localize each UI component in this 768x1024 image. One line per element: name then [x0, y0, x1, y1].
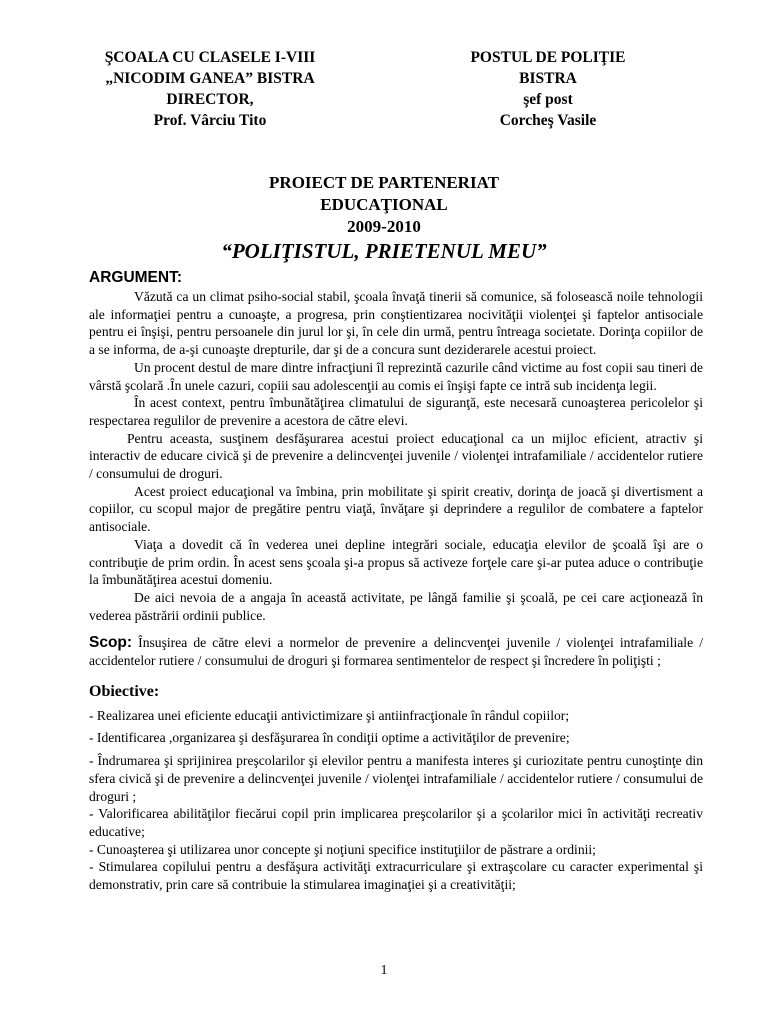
project-title [0, 172, 768, 264]
school-director-name: Prof. Vârciu Tito [153, 112, 267, 129]
school-director-title: DIRECTOR, [166, 91, 254, 108]
school-header [60, 47, 360, 131]
police-chief-name: Corcheş Vasile [499, 112, 597, 129]
school-name-line: „NICODIM GANEA” BISTRA [105, 70, 315, 87]
document-body [89, 268, 703, 894]
police-station-line: POSTUL DE POLIŢIE [470, 49, 626, 66]
project-motto: “POLIŢISTUL, PRIETENUL MEU” [221, 239, 547, 263]
objectives-heading: Obiective: [89, 682, 160, 700]
argument-paragraph: Văzută ca un climat psiho-social stabil, şcoala învaţă tinerii să comunice, să folosească noile tehnologii ale informaţiei pentru a cunoaşte, a progresa, prin conştientizarea nocivităţii violenţei şi faptelor antisociale pentru ei înşişi, pentru persoanele din jurul lor şi, în cele din urmă, pentru întreaga societate. Dorinţa copiilor de a se informa, de a-şi cunoaşte drepturile, dar şi de a concura sunt deziderarele acestui proiect. [89, 289, 703, 358]
objective-item: - Cunoaşterea şi utilizarea unor concepte şi noţiuni specifice instituţiilor de păstrare a ordinii; [89, 841, 596, 857]
argument-paragraph: Acest proiect educaţional va îmbina, prin mobilitate şi spirit creativ, dorinţa de joacă şi divertisment a copiilor, cu scopul major de pregătire pentru viaţă, învăţare şi deprindere a regulilor de combatere a faptelor antisociale. [89, 483, 703, 535]
argument-paragraph: Viaţa a dovedit că în vederea unei depline integrări sociale, educaţia elevilor de şcoală îşi are o contribuţie de prim ordin. În acest sens şcoala şi-a propus să activeze forţele care şi-ar putea aduce o contribuţie la îmbunătăţirea acestui domeniu. [89, 536, 703, 588]
argument-paragraph: Un procent destul de mare dintre infracţiuni îl reprezintă cazurile când victime au fost copii sau tineri de vârstă şcolară .În unele cazuri, copiii sau adolescenţii au comis ei înşişi fapte ce intră sub incidenţa legii. [89, 359, 703, 393]
page-number: 1 [380, 962, 388, 977]
project-year: 2009-2010 [347, 217, 421, 236]
objective-item: - Realizarea unei eficiente educaţii antivictimizare şi antiinfracţionale în rândul copiilor; [89, 707, 570, 723]
police-header [398, 47, 698, 131]
title-line: PROIECT DE PARTENERIAT [269, 173, 499, 192]
argument-paragraph: În acest context, pentru îmbunătăţirea climatului de siguranţă, este necesară cunoaşterea pericolelor şi respectarea regulilor de prevenire a acestora de către elevi. [89, 395, 703, 428]
objective-item: - Valorificarea abilităţilor fiecărui copil prin implicarea preşcolarilor şi a şcolarilor mici în activităţi recreativ educative; [89, 806, 703, 839]
title-line: EDUCAŢIONAL [320, 195, 448, 214]
police-station-line: BISTRA [519, 70, 577, 87]
scope-section [89, 634, 703, 669]
police-chief-title: şef post [523, 91, 573, 108]
scope-label: Scop: [89, 634, 133, 652]
argument-paragraph: Pentru aceasta, susţinem desfăşurarea acestui proiect educaţional ca un mijloc eficient, atractiv şi interactiv de educare civică şi de prevenire a delincvenţei juvenile / violenţei intrafamiliale / accidentelor rutiere / consumului de droguri. [89, 430, 703, 482]
school-name-line: ŞCOALA CU CLASELE I-VIII [104, 49, 316, 66]
objective-item: - Identificarea ,organizarea şi desfăşurarea în condiţii optime a activităţilor de prevenire; [89, 730, 570, 746]
argument-paragraph: De aici nevoia de a angaja în această activitate, pe lângă familie şi şcoală, pe cei care acţionează în vederea păstrării ordinii publice. [89, 589, 703, 623]
argument-heading: ARGUMENT: [89, 269, 182, 286]
objective-item: - Îndrumarea şi sprijinirea preşcolarilor şi elevilor pentru a manifesta interes şi curiozitate pentru cunoştinţe din sfera civică şi de prevenire a delincvenţei juvenile / violenţei intrafamiliale / accidentelor rutiere / consumului de droguri ; [89, 753, 703, 804]
objective-item: - Stimularea copilului pentru a desfăşura activităţi extracurriculare şi extraşcolare cu caracter experimental şi demonstrativ, prin care să contribuie la stimularea imaginaţiei şi a creativităţii; [89, 859, 703, 893]
scope-text: Însuşirea de către elevi a normelor de prevenire a delincvenţei juvenile / violenţei intrafamiliale / accidentelor rutiere / consumului de droguri şi formarea sentimentelor de respect şi încredere în poliţişti ; [89, 635, 703, 669]
